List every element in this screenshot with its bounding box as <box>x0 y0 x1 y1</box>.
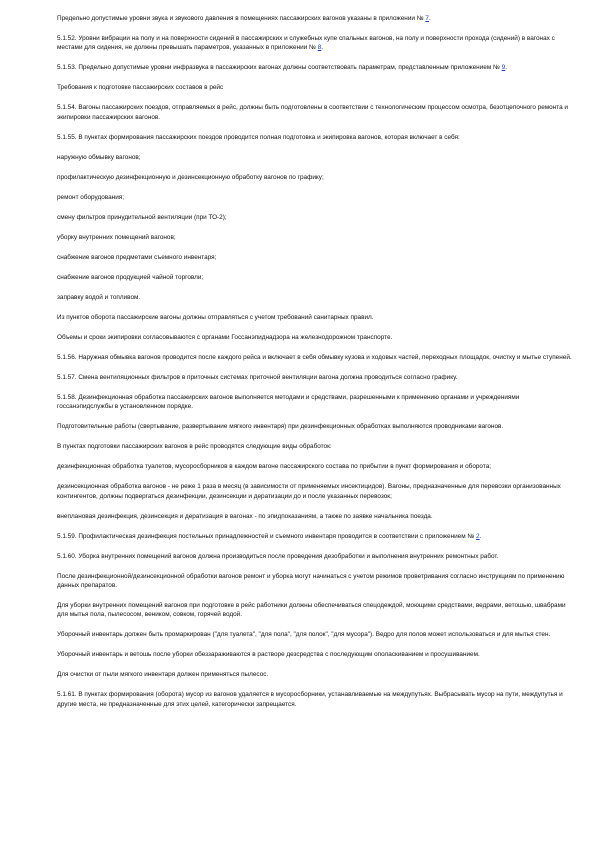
paragraph <box>57 173 577 182</box>
paragraph <box>57 63 577 72</box>
paragraph-text: дезинсекционная обработка вагонов - не реже 1 раза в месяц (в зависимости от применяемых инсектицидов). Вагоны, предназначенные для перевозки организованных контингентов, должны подвергаться дезинфекции, дезинсекции и дератизации до и после указанных перевозок; <box>57 483 561 500</box>
appendix-link[interactable]: 8 <box>317 44 322 52</box>
paragraph-text: 5.1.61. В пунктах формирования (оборота) мусор из вагонов удаляется в мусоросборники, устанавливаемые на междупутьях. Выбрасывать мусор на пути, междупутья и другие места, не предназначенные для этих целей, категорически запрещается. <box>57 691 563 708</box>
paragraph-text: 5.1.52. Уровни вибрации на полу и на поверхности сидений в пассажирских и служебных купе спальных вагонов, на полу и поверхности прохода (сидений) в вагонах с местами для сидения, не должны превышать параметров, указанных в приложении № <box>57 35 555 52</box>
appendix-link[interactable]: 2 <box>476 532 480 540</box>
paragraph-text: Подготовительные работы (свертывание, развертывание мягкого инвентаря) при дезинфекционных обработках выполняются проводниками вагонов. <box>57 423 504 431</box>
paragraph-text: В пунктах подготовки пассажирских вагонов в рейс проводятся следующие виды обработок: <box>57 443 332 451</box>
paragraph-text: Для очистки от пыли мягкого инвентаря должен применяться пылесос. <box>57 671 269 679</box>
paragraph-text: 5.1.58. Дезинфекционная обработка пассажирских вагонов выполняется методами и средствами, разрешенными к применению органами и учреждениями госсанэпидслужбы в установленном порядке. <box>57 393 520 411</box>
paragraph <box>57 83 577 92</box>
paragraph <box>57 572 577 591</box>
paragraph <box>57 512 577 521</box>
paragraph-text: наружную обмывку вагонов; <box>57 153 141 161</box>
paragraph <box>57 333 577 342</box>
paragraph <box>57 293 577 302</box>
paragraph-text: внеплановая дезинфекция, дезинсекция и дератизация в вагонах - по эпидпоказаниям, а также по заявке начальника поезда. <box>57 512 433 520</box>
paragraph-text: Из пунктов оборота пассажирские вагоны должны отправляться с учетом требований санитарных правил. <box>57 313 374 321</box>
paragraph <box>57 193 577 202</box>
paragraph-text: Требования к подготовке пассажирских составов в рейс <box>57 84 224 92</box>
paragraph-text: 5.1.57. Смена вентиляционных фильтров в приточных системах приточной вентиляции вагона должна проводиться согласно графику. <box>57 373 458 381</box>
paragraph-text: Для уборки внутренних помещений вагонов при подготовке в рейс работники должны обеспечиваться спецодеждой, моющими средствами, ведрами, ветошью, швабрами для мытья пола, пылесосом, веником, совком, горячей водой. <box>57 602 566 619</box>
paragraph-text: дезинфекционная обработка туалетов, мусоросборников в каждом вагоне пассажирского состава по прибытии в пункт формирования и оборота; <box>57 463 492 471</box>
paragraph-text: 5.1.59. Профилактическая дезинфекция постельных принадлежностей и съемного инвентаря проводится в соответствии с приложением № <box>57 532 477 540</box>
appendix-link[interactable]: 9 <box>501 64 506 72</box>
paragraph-text: Уборочный инвентарь и ветошь после уборки обеззараживаются в растворе дезсредства с последующим ополаскиванием и просушиванием. <box>57 651 480 659</box>
paragraph <box>57 213 577 222</box>
paragraph-text: профилактическую дезинфекционную и дезинсекционную обработку вагонов по графику; <box>57 173 324 181</box>
paragraph <box>57 601 577 620</box>
paragraph <box>57 233 577 242</box>
paragraph-text: Предельно допустимые уровни звука и звукового давления в помещениях пассажирских вагонов указаны в приложении № <box>57 15 426 22</box>
paragraph <box>57 313 577 322</box>
paragraph <box>57 34 577 53</box>
paragraph <box>57 133 577 142</box>
paragraph <box>57 552 577 561</box>
paragraph-tail: . <box>479 532 482 540</box>
paragraph-text: 5.1.56. Наружная обмывка вагонов проводится после каждого рейса и включает в себя обмывку кузова и ходовых частей, переходных площадок, очистку и мытье ступеней. <box>57 353 572 361</box>
paragraph <box>57 393 577 412</box>
paragraph-text: 5.1.53. Предельно допустимые уровни инфразвука в пассажирских вагонах должны соответствовать параметрам, представленным приложением № <box>57 64 502 72</box>
paragraph-text: смену фильтров принудительной вентиляции (при ТО-2); <box>57 213 227 221</box>
paragraph-text: 5.1.54. Вагоны пассажирских поездов, отправляемых в рейс, должны быть подготовлены в соответствии с технологическим процессом осмотра, безотцепочного ремонта и экипировки пассажирских вагонов. <box>57 104 569 121</box>
paragraph-text: После дезинфекционной/дезинсекционной обработки вагонов ремонт и уборка могут начинаться с учетом режимов проветривания согласно инструкциям по применению данных препаратов. <box>57 572 565 590</box>
paragraph-text: 5.1.55. В пунктах формирования пассажирских поездов проводится полная подготовка и экипировка вагонов, которая включает в себя: <box>57 133 460 141</box>
paragraph <box>57 273 577 282</box>
paragraph-tail: . <box>428 15 431 22</box>
paragraph-text: уборку внутренних помещений вагонов; <box>57 233 176 241</box>
document-page <box>57 14 577 720</box>
paragraph <box>57 532 577 541</box>
paragraph <box>57 690 577 709</box>
paragraph <box>57 353 577 362</box>
paragraph <box>57 14 577 23</box>
paragraph-text: Уборочный инвентарь должен быть промаркирован ("для туалета", "для пола", "для полок", "для мусора"). Ведро для полов может использоваться и для мытья стен. <box>57 631 551 639</box>
paragraph <box>57 253 577 262</box>
paragraph <box>57 630 577 639</box>
paragraph <box>57 482 577 501</box>
appendix-link[interactable]: 7 <box>425 15 429 22</box>
paragraph <box>57 462 577 471</box>
paragraph-text: снабжение вагонов предметами съемного инвентаря; <box>57 253 217 261</box>
paragraph <box>57 153 577 162</box>
paragraph-text: снабжение вагонов продукцией чайной торговли; <box>57 273 204 281</box>
paragraph-text: 5.1.60. Уборка внутренних помещений вагонов должна производиться после проведения дезобработки и выполнения внутренних ремонтных работ. <box>57 552 499 560</box>
paragraph <box>57 103 577 122</box>
paragraph <box>57 650 577 659</box>
paragraph <box>57 670 577 679</box>
paragraph-tail: . <box>321 44 324 52</box>
paragraph-tail: . <box>505 64 507 72</box>
paragraph <box>57 373 577 382</box>
paragraph <box>57 442 577 451</box>
paragraph-text: Объемы и сроки экипировки согласовываются с органами Госсанэпиднадзора на железнодорожном транспорте. <box>57 333 393 341</box>
paragraph-text: заправку водой и топливом. <box>57 293 141 301</box>
paragraph-text: ремонт оборудования; <box>57 193 125 201</box>
paragraph <box>57 422 577 431</box>
